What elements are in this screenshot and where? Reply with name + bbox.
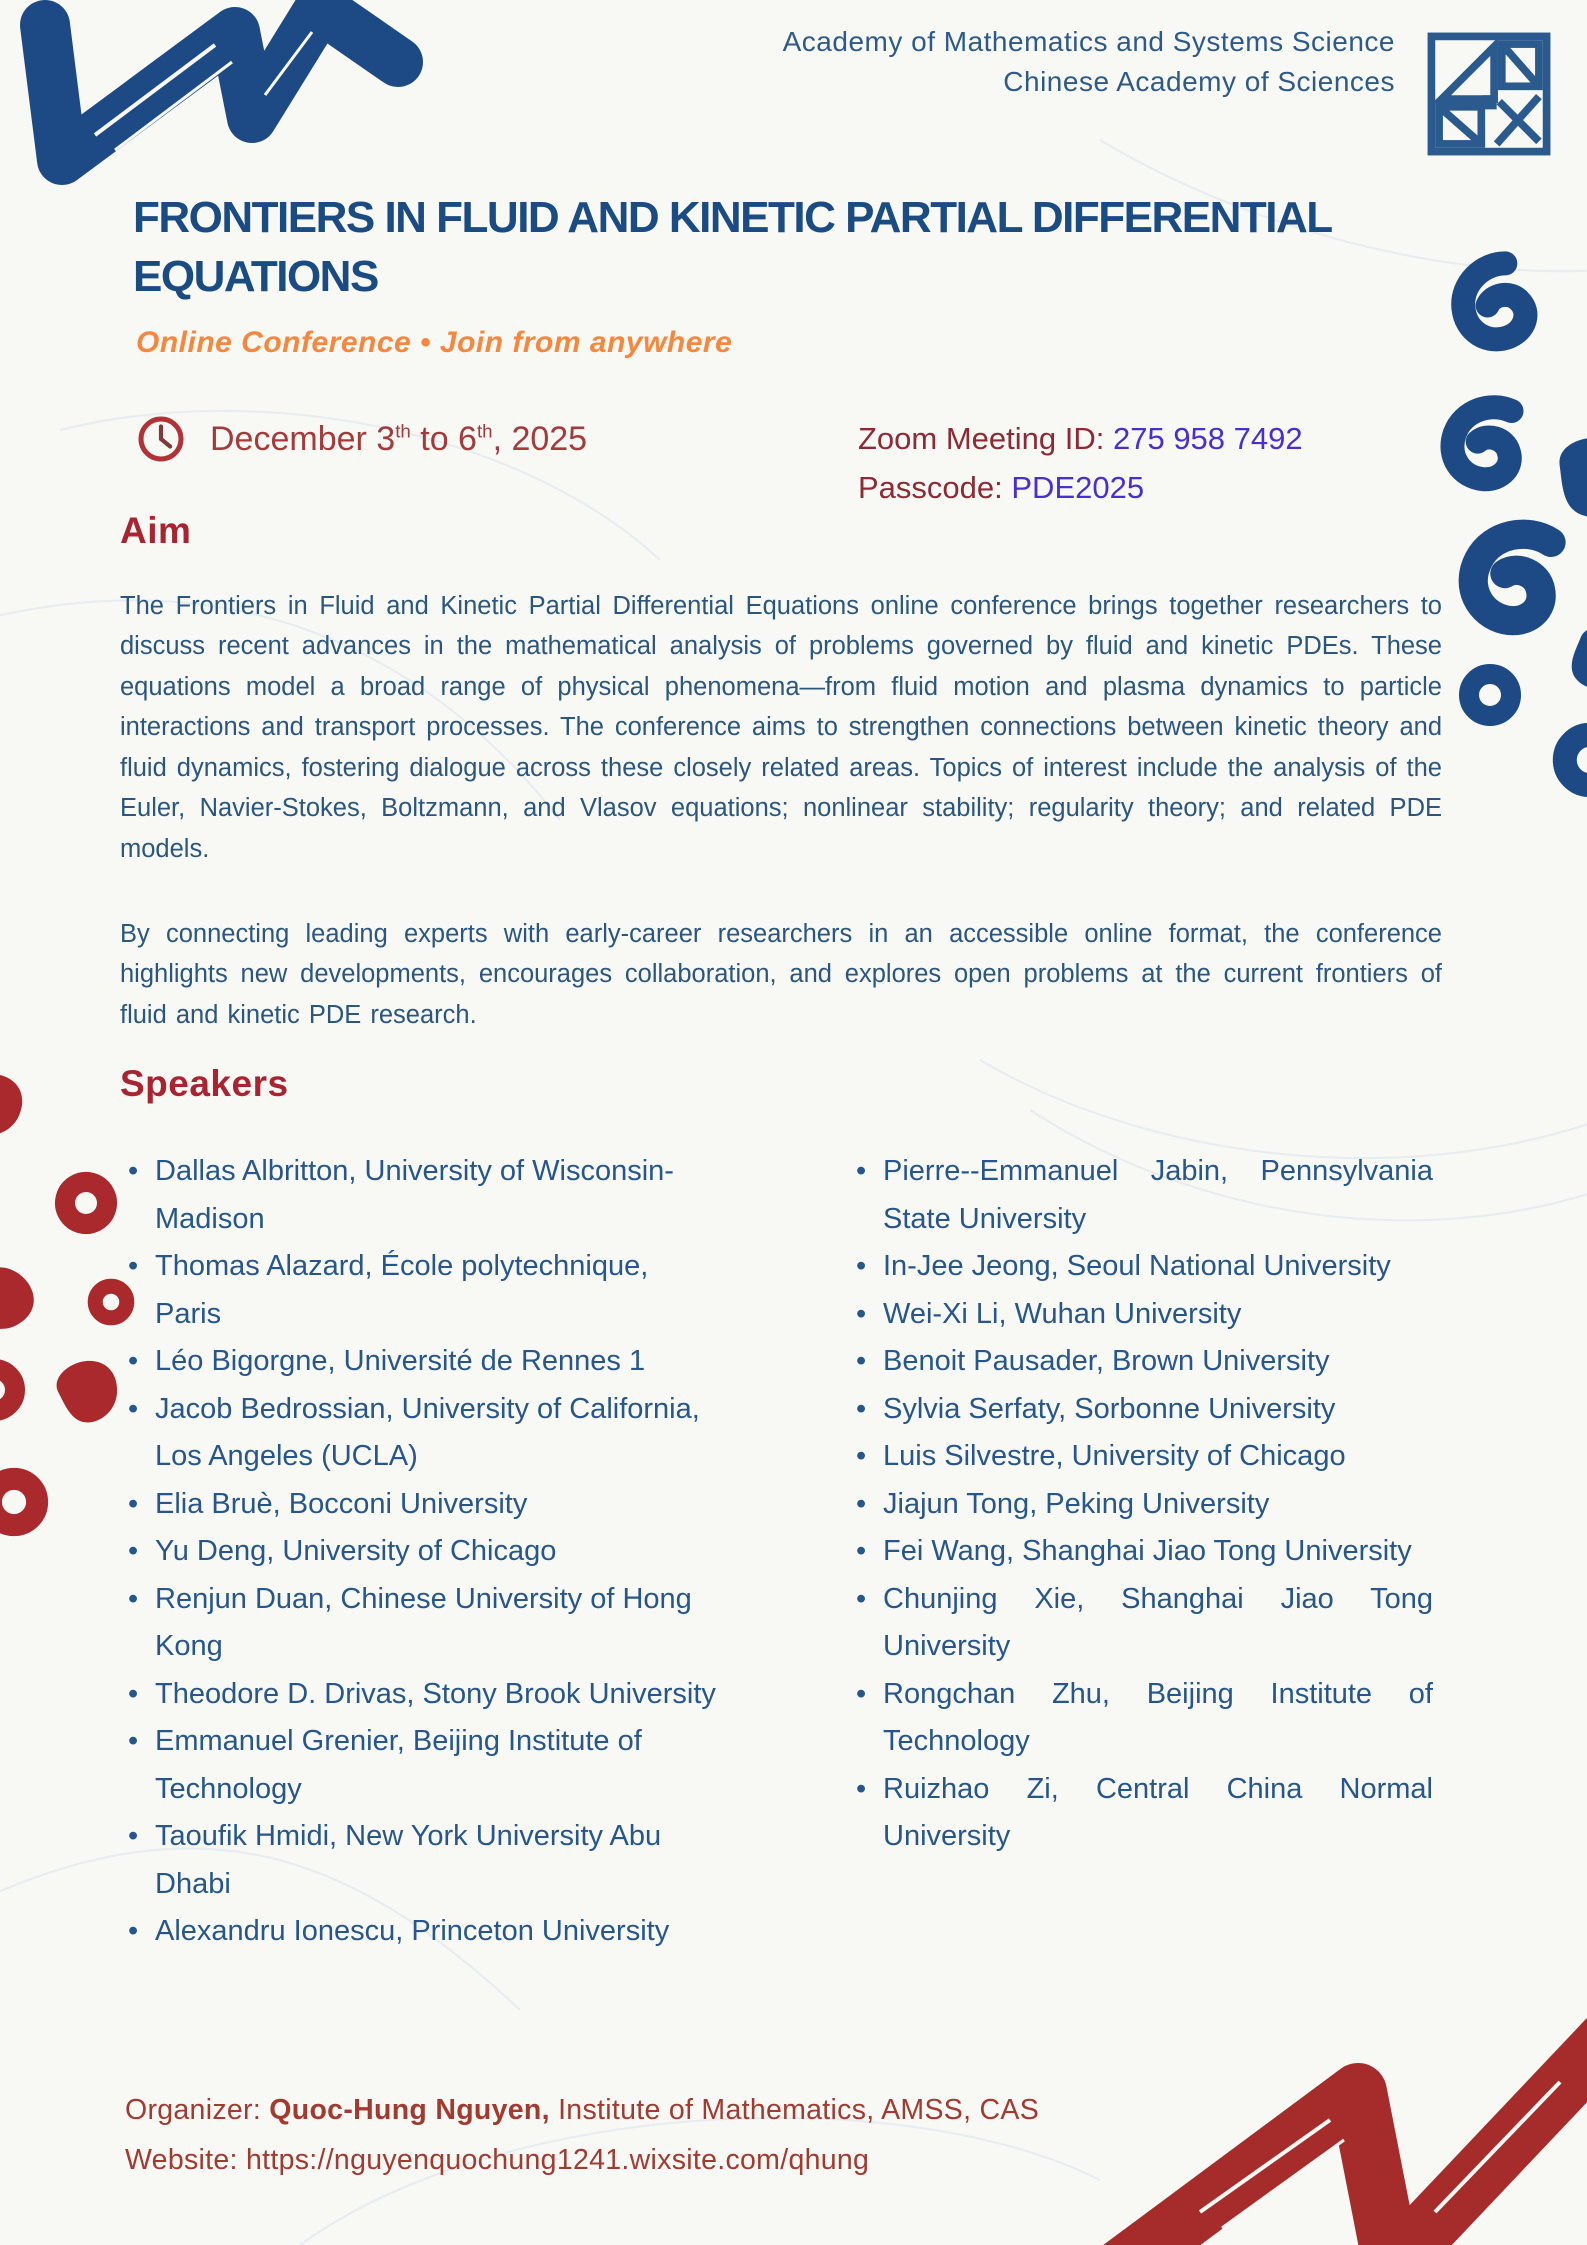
speaker-item: • Ruizhao Zi, Central China Normal University	[848, 1766, 1433, 1861]
speakers-column-2	[848, 1148, 1433, 1861]
website-line: Website: https://nguyenquochung1241.wixsite.com/qhung	[125, 2144, 870, 2176]
speaker-item: • Fei Wang, Shanghai Jiao Tong University	[848, 1528, 1433, 1576]
speaker-item: • Yu Deng, University of Chicago	[120, 1528, 720, 1576]
speakers-column-1	[120, 1148, 720, 1956]
speaker-item: • Taoufik Hmidi, New York University Abu Dhabi	[120, 1813, 720, 1908]
page-title-line1: FRONTIERS IN FLUID AND KINETIC PARTIAL DIFFERENTIAL	[133, 193, 1332, 242]
organizer-name: Quoc-Hung Nguyen,	[269, 2094, 550, 2126]
zoom-passcode-line: Passcode: PDE2025	[858, 470, 1145, 505]
aim-heading: Aim	[120, 510, 192, 551]
zoom-passcode-value: PDE2025	[1011, 470, 1145, 505]
page-title-line2: EQUATIONS	[133, 252, 378, 301]
speaker-item: • Jiajun Tong, Peking University	[848, 1481, 1433, 1529]
speaker-item: • Alexandru Ionescu, Princeton University	[120, 1908, 720, 1956]
speakers-heading: Speakers	[120, 1063, 289, 1104]
speaker-item: • Renjun Duan, Chinese University of Hong Kong	[120, 1576, 720, 1671]
speaker-item: • Thomas Alazard, École polytechnique, Paris	[120, 1243, 720, 1338]
speaker-item: • Dallas Albritton, University of Wisconsin-Madison	[120, 1148, 720, 1243]
speaker-item: • Pierre--Emmanuel Jabin, Pennsylvania State University	[848, 1148, 1433, 1243]
speaker-item: • Jacob Bedrossian, University of California, Los Angeles (UCLA)	[120, 1386, 720, 1481]
speaker-item: • In-Jee Jeong, Seoul National University	[848, 1243, 1433, 1291]
org-name-line1: Academy of Mathematics and Systems Science	[782, 26, 1395, 57]
page-title	[133, 188, 1493, 306]
speaker-item: • Luis Silvestre, University of Chicago	[848, 1433, 1433, 1481]
clock-icon	[136, 414, 186, 464]
footer	[125, 2085, 1039, 2185]
website-url[interactable]: https://nguyenquochung1241.wixsite.com/qhung	[245, 2144, 870, 2176]
speaker-item: • Rongchan Zhu, Beijing Institute of Technology	[848, 1671, 1433, 1766]
zoom-meeting-id-value: 275 958 7492	[1112, 421, 1303, 456]
zoom-meeting-id-line: Zoom Meeting ID: 275 958 7492	[858, 421, 1303, 456]
zoom-meeting-info	[858, 414, 1303, 512]
organization-header	[783, 22, 1395, 102]
speaker-item: • Emmanuel Grenier, Beijing Institute of Technology	[120, 1718, 720, 1813]
speaker-item: • Wei-Xi Li, Wuhan University	[848, 1291, 1433, 1339]
subtitle: Online Conference • Join from anywhere	[136, 326, 733, 359]
aim-paragraph-2: By connecting leading experts with early-career researchers in an accessible online format, the conference highlights new developments, encourages collaboration, and explores open problems at the current frontiers of fluid and kinetic PDE research.	[120, 919, 1442, 1029]
amss-logo-icon	[1424, 30, 1554, 158]
org-name-line2: Chinese Academy of Sciences	[1003, 66, 1395, 97]
speaker-item: • Elia Bruè, Bocconi University	[120, 1481, 720, 1529]
aim-paragraph-1: The Frontiers in Fluid and Kinetic Partial Differential Equations online conference brings together researchers to discuss recent advances in the mathematical analysis of problems governed by fluid and kinetic PDEs. These equations model a broad range of physical phenomena—from fluid motion and plasma dynamics to particle interactions and transport processes. The conference aims to strengthen connections between kinetic theory and fluid dynamics, fostering dialogue across these closely related areas. Topics of interest include the analysis of the Euler, Navier-Stokes, Boltzmann, and Vlasov equations; nonlinear stability; regularity theory; and related PDE models.	[120, 591, 1442, 863]
speaker-item: • Sylvia Serfaty, Sorbonne University	[848, 1386, 1433, 1434]
speaker-item: • Theodore D. Drivas, Stony Brook University	[120, 1671, 720, 1719]
organizer-line: Organizer: Quoc-Hung Nguyen, Institute of Mathematics, AMSS, CAS	[125, 2094, 1040, 2126]
conference-dates: December 3th to 6th, 2025	[210, 419, 588, 458]
speaker-item: • Chunjing Xie, Shanghai Jiao Tong University	[848, 1576, 1433, 1671]
speaker-item: • Léo Bigorgne, Université de Rennes 1	[120, 1338, 720, 1386]
speaker-item: • Benoit Pausader, Brown University	[848, 1338, 1433, 1386]
date-row	[136, 414, 587, 464]
